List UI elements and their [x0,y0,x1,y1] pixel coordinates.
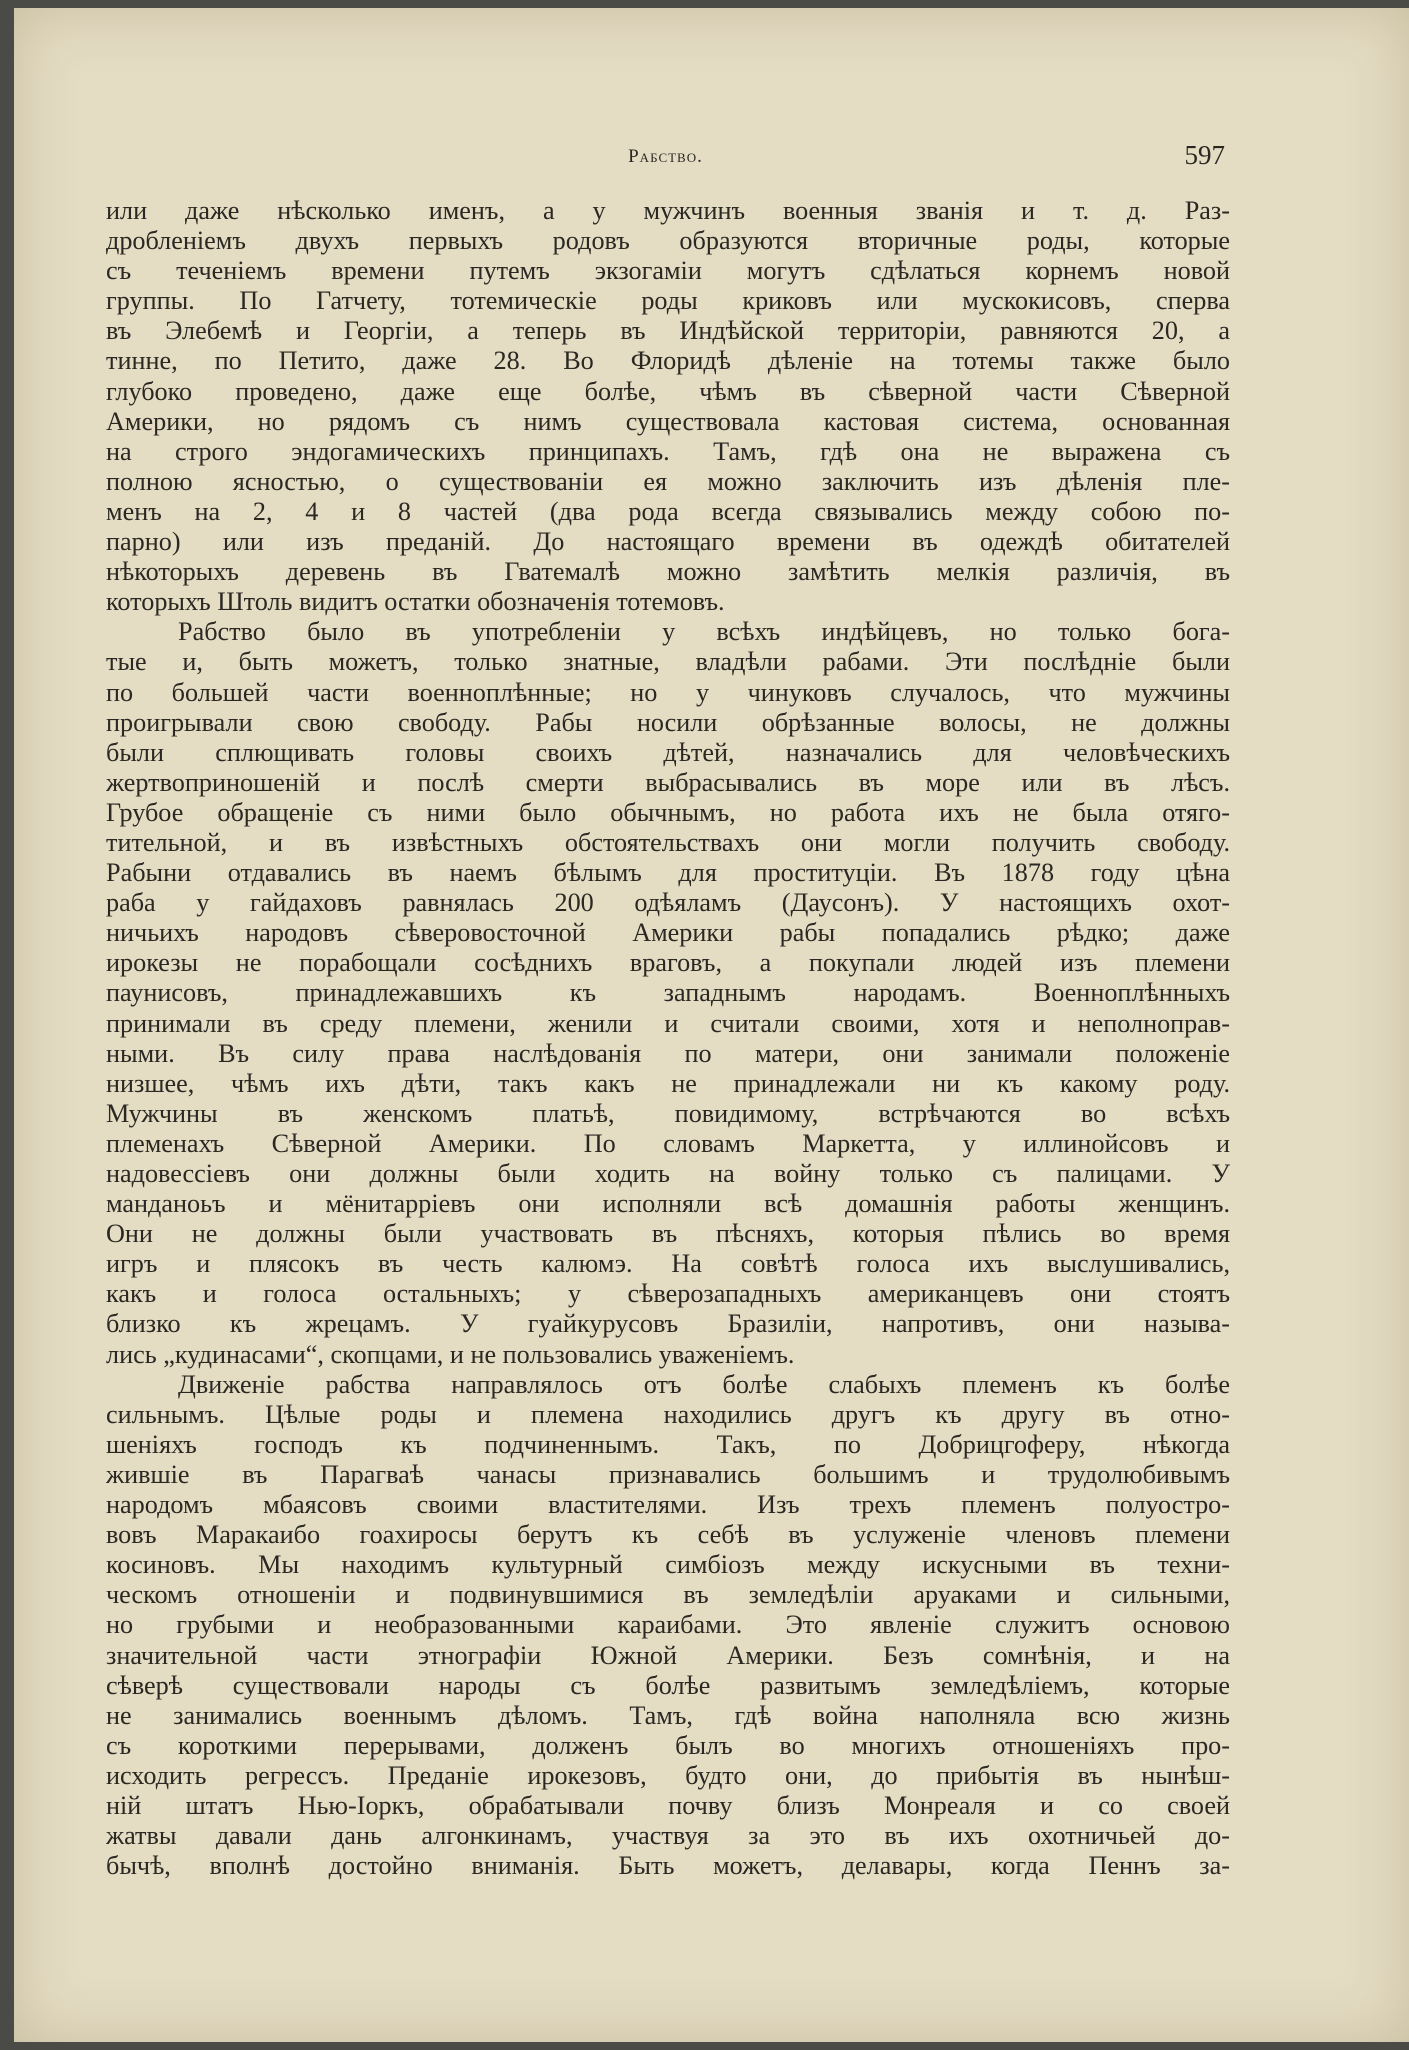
text-line: группы. По Гатчету, тотемическіе роды криковъ или мускокисовъ, сперва [106,286,1230,316]
text-line: но грубыми и необразованными караибами. Это явленіе служитъ основою [106,1610,1230,1640]
text-line: бычѣ, вполнѣ достойно вниманія. Быть можетъ, делавары, когда Пеннъ за- [106,1851,1230,1881]
text-line: съ теченіемъ времени путемъ экзогаміи могутъ сдѣлаться корнемъ новой [106,256,1230,286]
text-line: манданоьъ и мёнитарріевъ они исполняли всѣ домашнія работы женщинъ. [106,1189,1230,1219]
text-line: сѣверѣ существовали народы съ болѣе развитымъ земледѣліемъ, которые [106,1670,1230,1700]
text-line: близко къ жрецамъ. У гуайкурусовъ Бразиліи, напротивъ, они называ- [106,1309,1230,1339]
text-line: жертвоприношеній и послѣ смерти выбрасывались въ море или въ лѣсъ. [106,767,1230,797]
page-header [106,138,1225,178]
text-line: племенахъ Сѣверной Америки. По словамъ Маркетта, у иллинойсовъ и [106,1128,1230,1158]
text-line: значительной части этнографіи Южной Америки. Безъ сомнѣнія, и на [106,1640,1230,1670]
text-line: шеніяхъ господъ къ подчиненнымъ. Такъ, по Добрицгоферу, нѣкогда [106,1429,1230,1459]
text-line: которыхъ Штоль видитъ остатки обозначенія тотемовъ. [106,587,725,617]
text-line: глубоко проведено, даже еще болѣе, чѣмъ въ сѣверной части Сѣверной [106,376,1230,406]
text-line: вовъ Маракаибо гоахиросы берутъ къ себѣ въ услуженіе членовъ племени [106,1520,1230,1550]
text-line: проигрывали свою свободу. Рабы носили обрѣзанные волосы, не должны [106,707,1230,737]
text-line: полною ясностью, о существованіи ея можно заключить изъ дѣленія пле- [106,466,1230,496]
text-line: или даже нѣсколько именъ, а у мужчинъ военныя званія и т. д. Раз- [106,196,1230,225]
text-line: жившіе въ Парагваѣ чанасы признавались большимъ и трудолюбивымъ [106,1459,1230,1489]
text-line: какъ и голоса остальныхъ; у сѣверозападныхъ американцевъ они стоятъ [106,1279,1230,1309]
text-line: ній штатъ Нью-Іоркъ, обрабатывали почву близъ Монреаля и со своей [106,1790,1230,1820]
text-line: по большей части военноплѣнные; но у чинуковъ случалось, что мужчины [106,677,1230,707]
text-line: надовессіевъ они должны были ходить на войну только съ палицами. У [106,1159,1230,1188]
paragraph-first-line: Рабство было въ употребленіи у всѣхъ индѣйцевъ, но только бога- [178,617,1230,647]
text-line: ческомъ отношеніи и подвинувшимися въ земледѣліи аруаками и сильными, [106,1580,1230,1610]
running-title: Рабство. [628,146,703,167]
paragraph-first-line: Движеніе рабства направлялось отъ болѣе слабыхъ племенъ къ болѣе [178,1369,1230,1399]
text-line: Мужчины въ женскомъ платьѣ, повидимому, встрѣчаются во всѣхъ [106,1098,1230,1128]
text-line: съ короткими перерывами, долженъ былъ во многихъ отношеніяхъ про- [106,1730,1230,1760]
text-line: тые и, быть можетъ, только знатные, владѣли рабами. Эти послѣдніе были [106,647,1230,677]
text-line: косиновъ. Мы находимъ культурный симбіозъ между искусными въ техни- [106,1550,1230,1580]
text-line: низшее, чѣмъ ихъ дѣти, такъ какъ не принадлежали ни къ какому роду. [106,1068,1230,1098]
text-line: нѣкоторыхъ деревень въ Гватемалѣ можно замѣтить мелкія различія, въ [106,557,1230,587]
text-line: Америки, но рядомъ съ нимъ существовала кастовая система, основанная [106,406,1230,436]
text-line: лись „кудинасами“, скопцами, и не пользовались уваженіемъ. [106,1339,795,1369]
text-line: Они не должны были участвовать въ пѣсняхъ, которыя пѣлись во время [106,1219,1230,1249]
text-line: ирокезы не порабощали сосѣднихъ враговъ, а покупали людей изъ племени [106,948,1230,978]
text-line: раба у гайдаховъ равнялась 200 одѣяламъ (Даусонъ). У настоящихъ охот- [106,888,1230,918]
book-page [14,8,1409,2042]
body-text [106,196,1230,1881]
text-line: тительной, и въ извѣстныхъ обстоятельствахъ они могли получить свободу. [106,827,1230,857]
text-line: Рабыни отдавались въ наемъ бѣлымъ для проституціи. Въ 1878 году цѣна [106,858,1230,888]
text-line: игръ и плясокъ въ честь калюмэ. На совѣтѣ голоса ихъ выслушивались, [106,1249,1230,1279]
text-line: не занимались военнымъ дѣломъ. Тамъ, гдѣ война наполняла всю жизнь [106,1700,1230,1730]
text-line: ничьихъ народовъ сѣверовосточной Америки рабы попадались рѣдко; даже [106,918,1230,948]
text-line: ными. Въ силу права наслѣдованія по матери, они занимали положеніе [106,1038,1230,1068]
text-line: народомъ мбаясовъ своими властителями. Изъ трехъ племенъ полуостро- [106,1490,1230,1520]
text-line: сильнымъ. Цѣлые роды и племена находились другъ къ другу въ отно- [106,1399,1230,1429]
text-line: жатвы давали дань алгонкинамъ, участвуя за это въ ихъ охотничьей до- [106,1821,1230,1851]
text-line: на строго эндогамическихъ принципахъ. Тамъ, гдѣ она не выражена съ [106,436,1230,466]
text-line: менъ на 2, 4 и 8 частей (два рода всегда связывались между собою по- [106,496,1230,526]
text-line: паунисовъ, принадлежавшихъ къ западнымъ народамъ. Военноплѣнныхъ [106,978,1230,1008]
text-line: исходить регрессъ. Преданіе ирокезовъ, будто они, до прибытія въ нынѣш- [106,1760,1230,1790]
text-line: дробленіемъ двухъ первыхъ родовъ образуются вторичные роды, которые [106,226,1230,256]
text-line: принимали въ среду племени, женили и считали своими, хотя и неполноправ- [106,1008,1230,1038]
text-line: въ Элебемѣ и Георгіи, а теперь въ Индѣйской территоріи, равняются 20, а [106,316,1230,346]
page-number: 597 [1184,140,1225,170]
text-line: были сплющивать головы своихъ дѣтей, назначались для человѣческихъ [106,737,1230,767]
text-line: Грубое обращеніе съ ними было обычнымъ, но работа ихъ не была отяго- [106,797,1230,827]
text-line: тинне, по Петито, даже 28. Во Флоридѣ дѣленіе на тотемы также было [106,346,1230,376]
text-line: парно) или изъ преданій. До настоящаго времени въ одеждѣ обитателей [106,527,1230,557]
